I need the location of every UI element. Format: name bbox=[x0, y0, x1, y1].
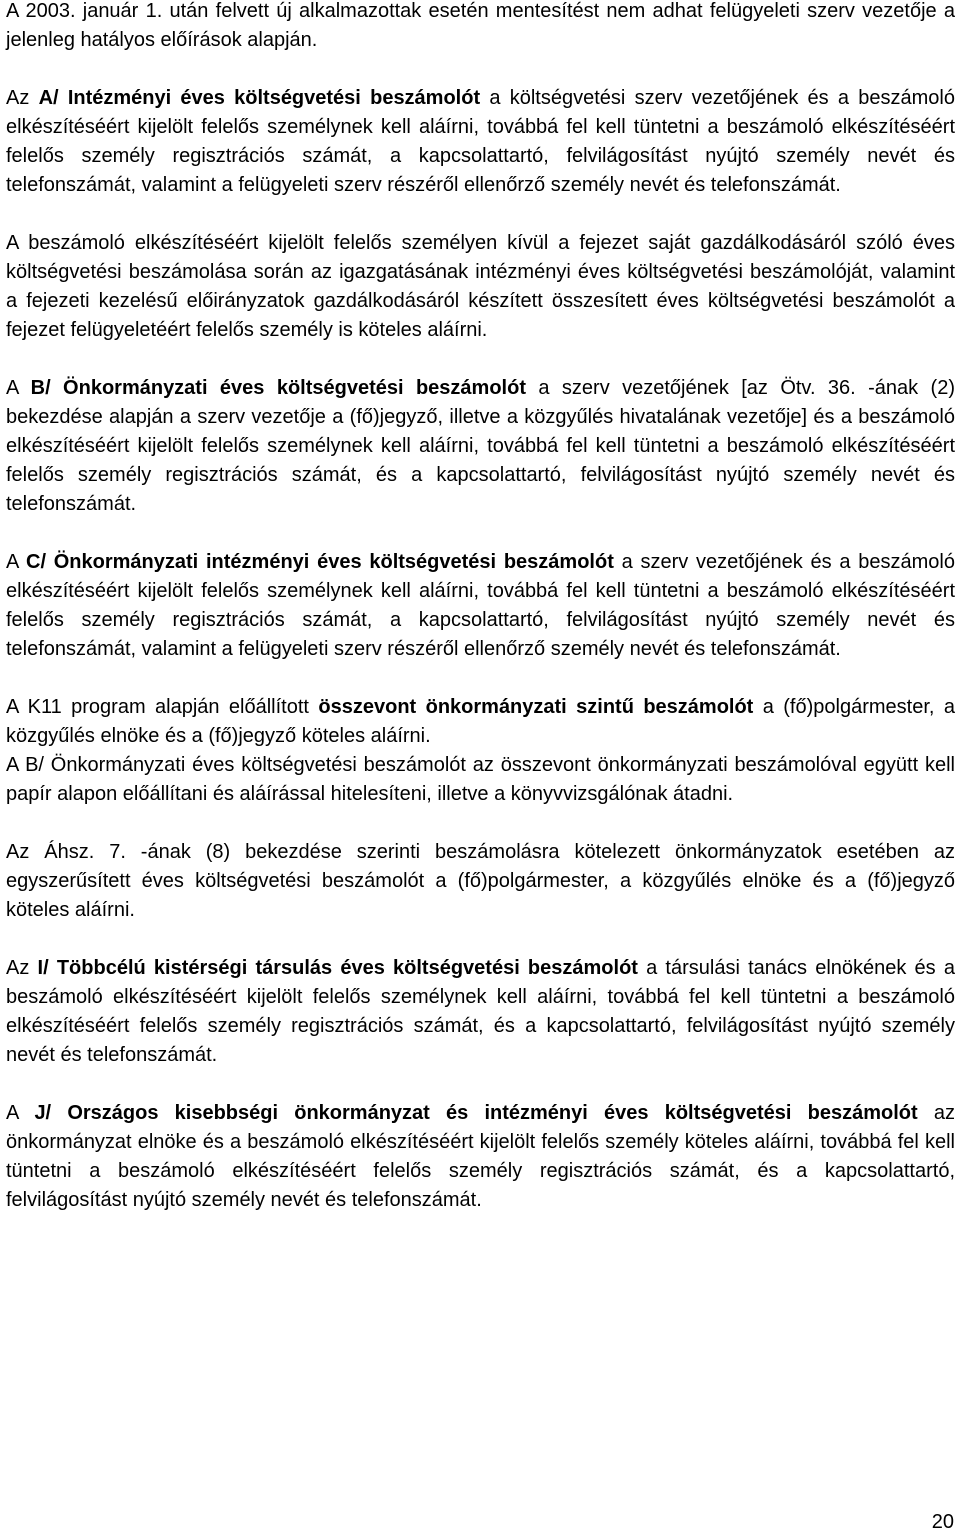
paragraph-prefix: A bbox=[6, 377, 31, 399]
paragraph-suffix: a (fő)polgármester, a közgyűlés elnöke és a (fő)jegyző köteles aláírni. bbox=[6, 696, 955, 747]
paragraph-microregional-association bbox=[6, 954, 955, 1070]
paragraph-prefix: Az bbox=[6, 87, 39, 109]
report-type-title: összevont önkormányzati szintű beszámolót bbox=[318, 696, 754, 718]
paragraph-paper-authentication bbox=[6, 751, 955, 809]
paragraph-text: Az Áhsz. 7. -ának (8) bekezdése szerinti beszámolásra kötelezett önkormányzatok esetében az egyszerűsített éves költségvetési beszámolót a (fő)polgármester, a közgyűlés elnöke és a (fő)jegyző köteles aláírni. bbox=[6, 841, 955, 921]
paragraph-prefix: Az bbox=[6, 957, 38, 979]
paragraph-suffix: a szerv vezetőjének [az Ötv. 36. -ának (2) bekezdése alapján a szerv vezetője a (fő)jegyző, illetve a közgyűlés hivatalának vezetője] és a beszámoló elkészítéséért kijelölt felelős személynek kell aláírni, továbbá fel kell tüntetni a beszámoló elkészítéséért felelős személy regisztrációs számát, és a kapcsolattartó, felvilágosítást nyújtó személy nevét és telefonszámát. bbox=[6, 377, 955, 515]
page-number: 20 bbox=[931, 1511, 954, 1533]
paragraph-chapter-signature bbox=[6, 229, 955, 345]
report-type-title: C/ Önkormányzati intézményi éves költségvetési beszámolót bbox=[26, 551, 614, 573]
paragraph-k11-consolidated bbox=[6, 693, 955, 751]
paragraph-exemption bbox=[6, 0, 955, 55]
paragraph-municipal-report bbox=[6, 374, 955, 519]
report-type-title: B/ Önkormányzati éves költségvetési beszámolót bbox=[30, 377, 526, 399]
paragraph-text: A B/ Önkormányzati éves költségvetési beszámolót az összevont önkormányzati beszámolóval együtt kell papír alapon előállítani és aláírással hitelesíteni, illetve a könyvvizsgálónak átadni. bbox=[6, 754, 955, 805]
report-type-title: I/ Többcélú kistérségi társulás éves költségvetési beszámolót bbox=[37, 957, 638, 979]
paragraph-prefix: A K11 program alapján előállított bbox=[6, 696, 319, 718]
paragraph-prefix: A bbox=[6, 1102, 35, 1124]
paragraph-institutional-report bbox=[6, 84, 955, 200]
paragraph-minority-self-government bbox=[6, 1099, 955, 1215]
paragraph-suffix: az önkormányzat elnöke és a beszámoló elkészítéséért kijelölt felelős személy köteles aláírni, továbbá fel kell tüntetni a beszámoló elkészítéséért felelős személy regisztrációs számát, és a kapcsolattartó, felvilágosítást nyújtó személy nevét és telefonszámát. bbox=[6, 1102, 955, 1211]
report-type-title: J/ Országos kisebbségi önkormányzat és intézményi éves költségvetési beszámolót bbox=[34, 1102, 918, 1124]
paragraph-suffix: a költségvetési szerv vezetőjének és a beszámoló elkészítéséért kijelölt felelős személynek kell aláírni, továbbá fel kell tüntetni a beszámoló elkészítéséért felelős személy regisztrációs számát, a kapcsolattartó, felvilágosítást nyújtó személy nevét és telefonszámát, valamint a felügyeleti szerv részéről ellenőrző személy nevét és telefonszámát. bbox=[6, 87, 955, 196]
paragraph-suffix: a szerv vezetőjének és a beszámoló elkészítéséért kijelölt felelős személynek kell aláírni, továbbá fel kell tüntetni a beszámoló elkészítéséért felelős személy regisztrációs számát, a kapcsolattartó, felvilágosítást nyújtó személy nevét és telefonszámát, valamint a felügyeleti szerv részéről ellenőrző személy nevét és telefonszámát. bbox=[6, 551, 955, 660]
paragraph-text: A 2003. január 1. után felvett új alkalmazottak esetén mentesítést nem adhat felügyeleti szerv vezetője a jelenleg hatályos előírások alapján. bbox=[6, 0, 955, 51]
paragraph-text: A beszámoló elkészítéséért kijelölt felelős személyen kívül a fejezet saját gazdálkodásáról szóló éves költségvetési beszámolása során az igazgatásának intézményi éves költségvetési beszámolóját, valamint a fejezeti kezelésű előirányzatok gazdálkodásáról készített összesített éves költségvetési beszámolót a fejezet felügyeletéért felelős személy is köteles aláírni. bbox=[6, 232, 955, 341]
paragraph-prefix: A bbox=[6, 551, 26, 573]
paragraph-simplified-report bbox=[6, 838, 955, 925]
paragraph-municipal-institution-report bbox=[6, 548, 955, 664]
report-type-title: A/ Intézményi éves költségvetési beszámolót bbox=[38, 87, 481, 109]
paragraph-suffix: a társulási tanács elnökének és a beszámoló elkészítéséért kijelölt felelős személynek kell aláírni, továbbá fel kell tüntetni a beszámoló elkészítéséért felelős személy regisztrációs számát, és a kapcsolattartó, felvilágosítást nyújtó személy nevét és telefonszámát. bbox=[6, 957, 955, 1066]
document-page bbox=[6, 0, 955, 1215]
